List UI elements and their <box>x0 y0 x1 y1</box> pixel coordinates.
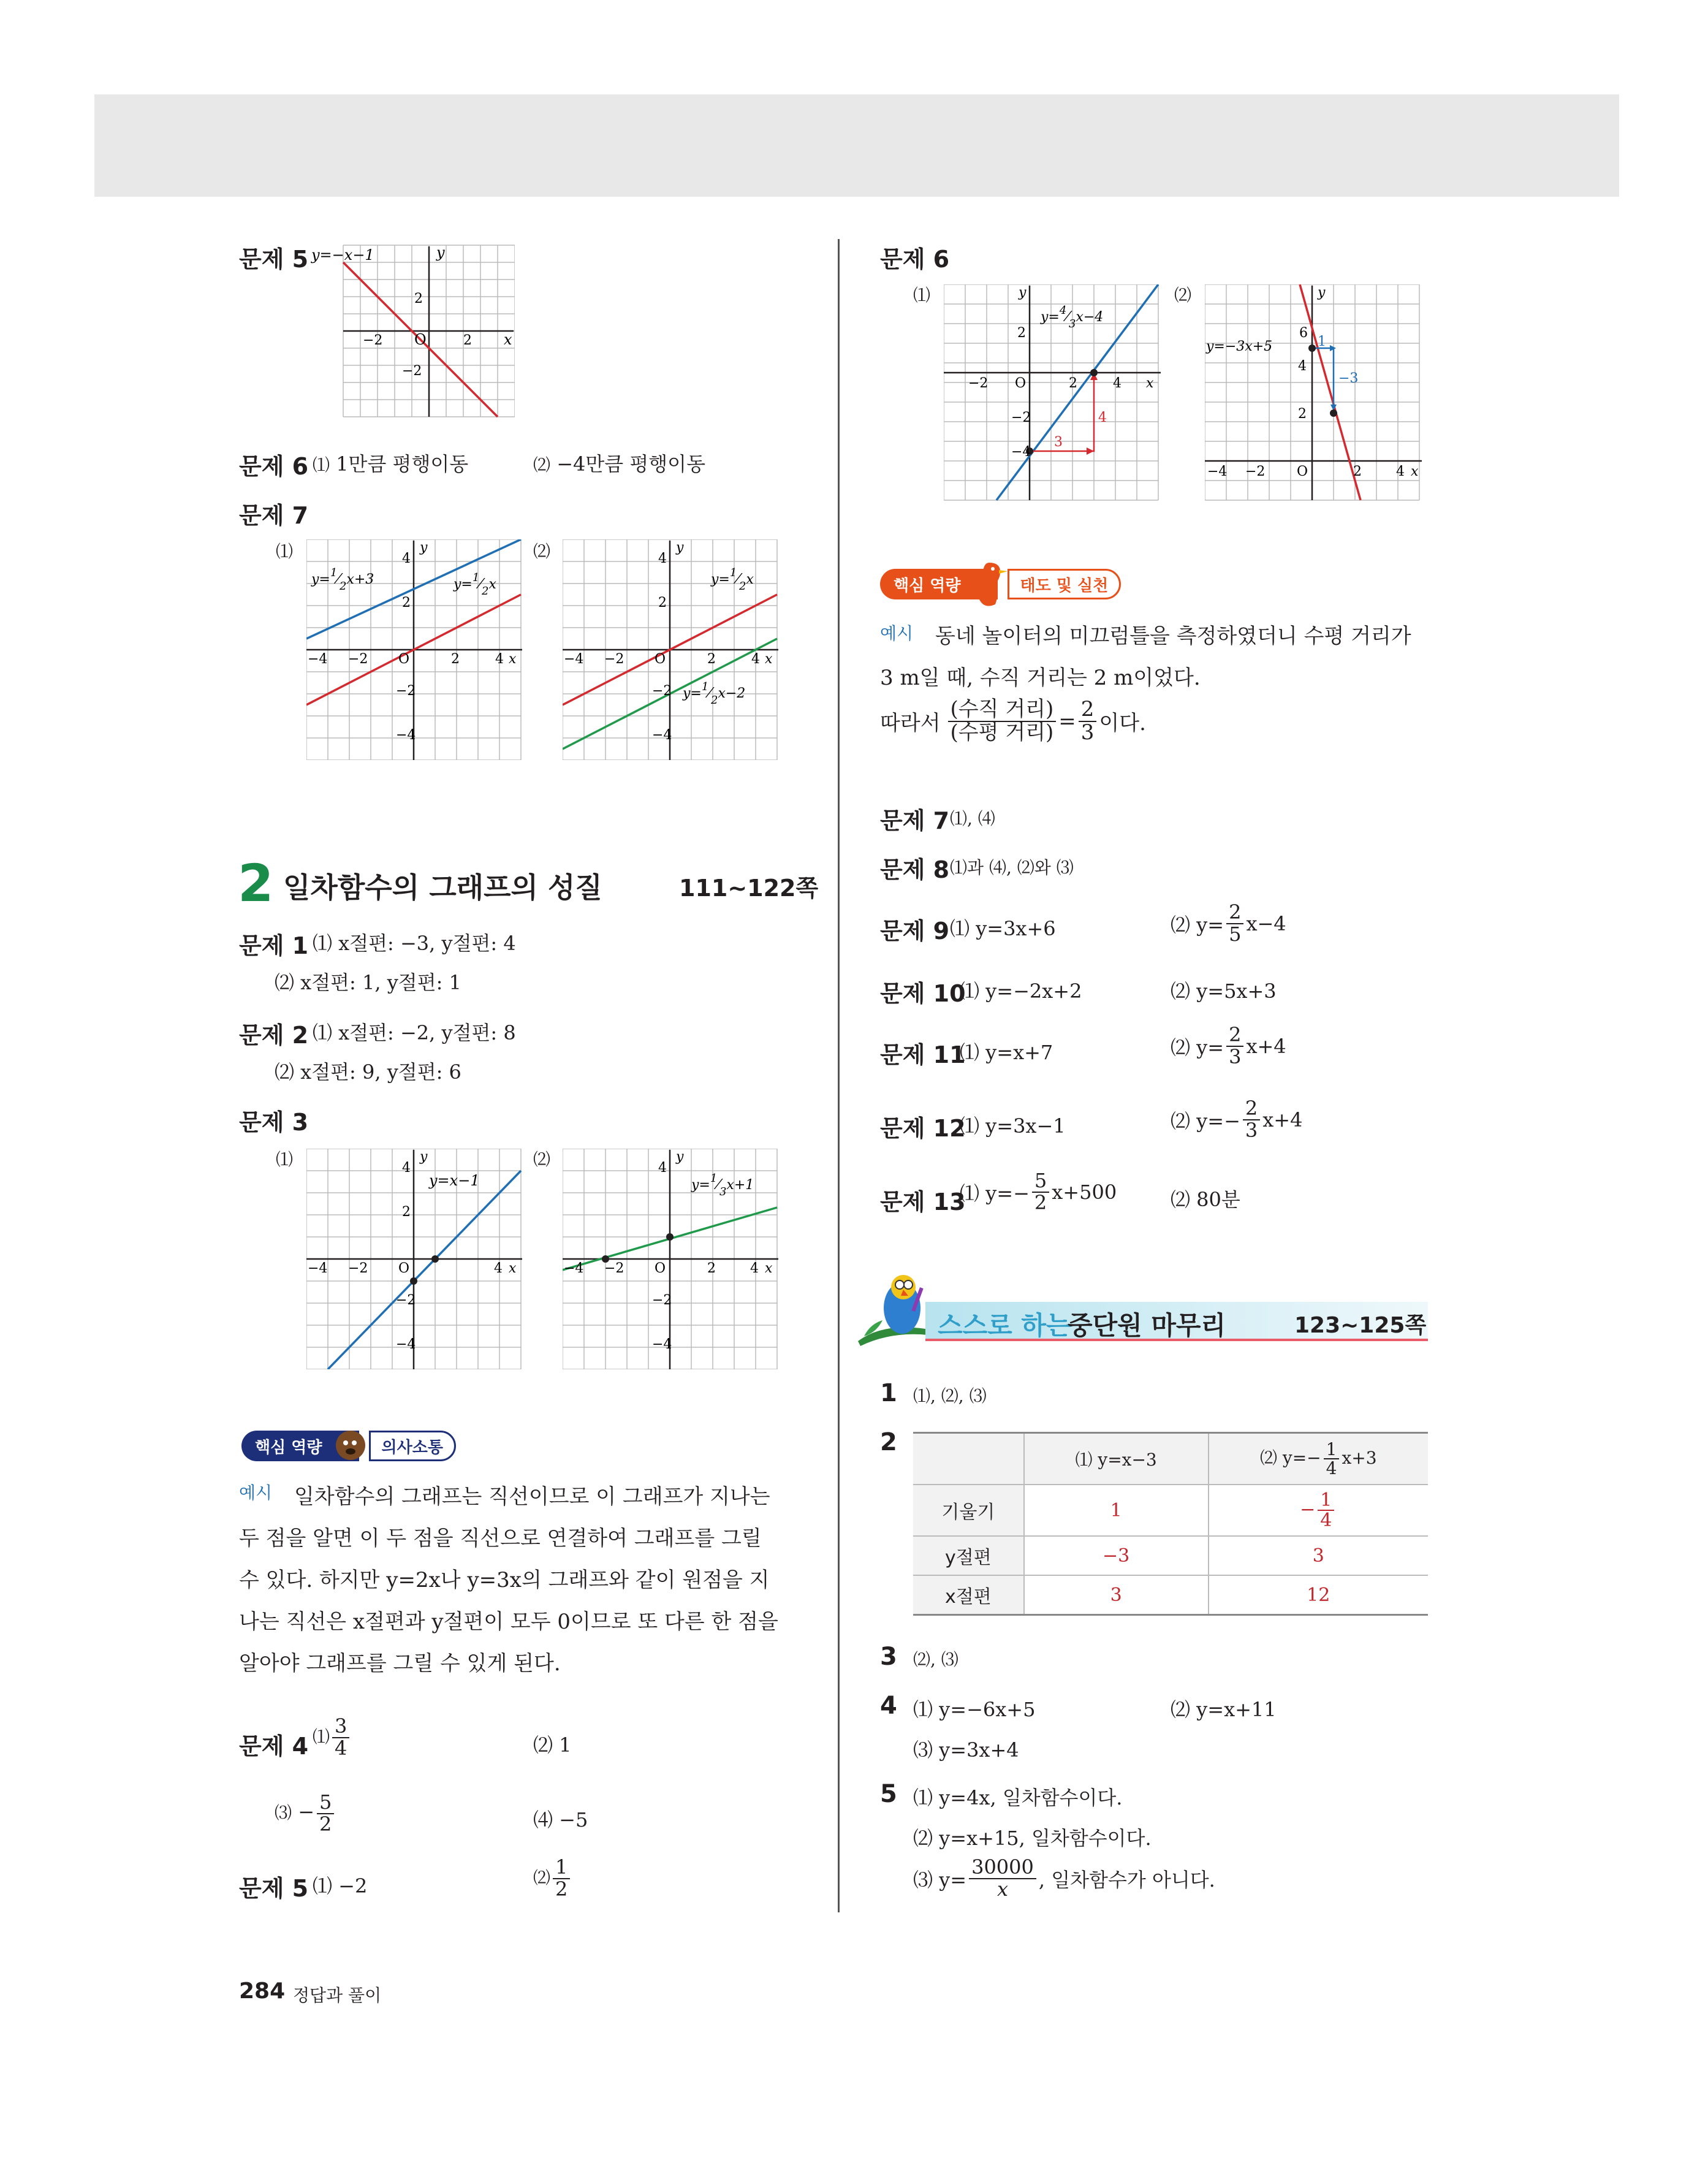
r-problem-6-graph-2 <box>1205 284 1425 502</box>
parrot-mascot-icon <box>852 1269 938 1348</box>
example-line-3: 수 있다. 하지만 y=2x나 y=3x의 그래프와 같이 원점을 지 <box>239 1568 770 1592</box>
r5-num: 5 <box>880 1780 897 1808</box>
r2-num: 2 <box>880 1428 897 1456</box>
r-g1-eq: $y=^4⁄_3x-4$ <box>1041 304 1104 330</box>
q4-label: 문제 4 <box>239 1733 309 1760</box>
r4-num: 4 <box>880 1692 897 1720</box>
svg-text:4: 4 <box>658 551 667 566</box>
svg-text:−4: −4 <box>396 728 416 743</box>
q5-ans-1: ⑴ −2 <box>313 1874 368 1898</box>
svg-text:y: y <box>676 540 684 555</box>
q1-label: 문제 1 <box>239 932 309 959</box>
svg-text:2: 2 <box>414 291 423 306</box>
q4-ans-2: ⑵ 1 <box>533 1733 572 1757</box>
svg-text:2: 2 <box>658 595 667 610</box>
svg-text:4: 4 <box>1098 410 1107 425</box>
svg-text:3: 3 <box>1054 435 1063 450</box>
dog-mascot-icon <box>332 1424 369 1467</box>
svg-text:O: O <box>655 652 666 667</box>
svg-text:x: x <box>509 1261 517 1276</box>
row-xint-1: 3 <box>1024 1575 1209 1615</box>
svg-text:2: 2 <box>451 652 460 667</box>
svg-text:y: y <box>1019 285 1027 300</box>
r-problem-6-graph-1 <box>944 284 1164 502</box>
svg-text:−2: −2 <box>968 376 989 391</box>
r-q9-label: 문제 9 <box>880 918 950 945</box>
row-slope-1: 1 <box>1024 1485 1209 1536</box>
svg-text:y: y <box>676 1149 684 1165</box>
r-g2-eq: y=−3x+5 <box>1206 339 1273 354</box>
r4-ans-2: ⑵ y=x+11 <box>1171 1698 1277 1721</box>
q3-graph-2 <box>563 1149 780 1369</box>
q3-g1-num: ⑴ <box>276 1149 294 1169</box>
q5-ans-2: ⑵ $\frac{1}{2}$ <box>533 1857 572 1899</box>
competency-badge-left: 핵심 역량 의사소통 <box>241 1431 456 1461</box>
r4-ans-1: ⑴ y=−6x+5 <box>913 1698 1036 1721</box>
bird-mascot-icon <box>971 557 1008 612</box>
r-q10-label: 문제 10 <box>880 980 966 1007</box>
row-yint-2: 3 <box>1209 1536 1428 1575</box>
q3-g1-eq: y=x−1 <box>429 1172 480 1189</box>
example-right-line-2: 3 m일 때, 수직 거리는 2 m이었다. <box>880 666 1201 690</box>
q2-ans-1: ⑴ x절편: −2, y절편: 8 <box>313 1021 516 1044</box>
svg-text:4: 4 <box>494 1261 503 1276</box>
example-line-1: 일차함수의 그래프는 직선이므로 이 그래프가 지나는 <box>294 1485 770 1509</box>
row-slope-label: 기울기 <box>913 1485 1024 1536</box>
r3-ans: ⑵, ⑶ <box>913 1649 958 1670</box>
svg-text:x: x <box>765 652 773 667</box>
r5-ans-1: ⑴ y=4x, 일차함수이다. <box>913 1786 1123 1809</box>
svg-text:O: O <box>398 1261 410 1276</box>
row-slope-2: − $\frac{1}{4}$ <box>1209 1485 1428 1536</box>
r3-num: 3 <box>880 1643 897 1671</box>
svg-text:x: x <box>509 652 517 667</box>
r-q13-ans-1: ⑴ y=− $\frac{5}{2}$ x+500 <box>960 1169 1117 1214</box>
svg-text:y: y <box>420 1149 428 1165</box>
table-header-1: ⑴ y=x−3 <box>1024 1433 1209 1485</box>
svg-text:−4: −4 <box>1207 464 1228 479</box>
q4-ans-1: ⑴ $\frac{3}{4}$ <box>313 1716 352 1759</box>
svg-text:O: O <box>1015 376 1027 391</box>
svg-text:4: 4 <box>1298 359 1307 374</box>
row-yint-1: −3 <box>1024 1536 1209 1575</box>
p6-ans-2: ⑵ −4만큼 평행이동 <box>533 452 706 476</box>
svg-text:x: x <box>1411 464 1419 479</box>
page-number: 284 <box>239 1979 286 2004</box>
section-title: 일차함수의 그래프의 성질 <box>283 871 602 904</box>
q2-ans-2: ⑵ x절편: 9, y절편: 6 <box>275 1060 461 1084</box>
row-xint-2: 12 <box>1209 1575 1428 1615</box>
problem-5-label: 문제 5 <box>239 246 309 273</box>
svg-text:−2: −2 <box>604 1261 624 1276</box>
slope-intercept-table <box>913 1432 1428 1616</box>
r4-ans-3: ⑶ y=3x+4 <box>913 1738 1019 1762</box>
r5-ans-2: ⑵ y=x+15, 일차함수이다. <box>913 1827 1152 1850</box>
svg-text:2: 2 <box>402 595 411 610</box>
r-q11-ans-1: ⑴ y=x+7 <box>960 1041 1053 1064</box>
svg-text:−2: −2 <box>363 333 383 348</box>
svg-text:−4: −4 <box>308 1261 328 1276</box>
svg-text:x: x <box>1146 376 1154 391</box>
svg-text:2: 2 <box>1069 376 1077 391</box>
example-line-2: 두 점을 알면 이 두 점을 직선으로 연결하여 그래프를 그릴 <box>239 1526 762 1551</box>
p6-ans-1: ⑴ 1만큼 평행이동 <box>313 452 469 476</box>
svg-text:4: 4 <box>658 1160 667 1176</box>
example-tag-left: 예시 <box>239 1483 273 1503</box>
svg-text:6: 6 <box>1299 325 1308 341</box>
r5-ans-3: ⑶ y= $\frac{30000}{x}$ , 일차함수가 아니다. <box>913 1855 1215 1901</box>
p5-eq: y=−x−1 <box>311 246 374 264</box>
problem-6-label: 문제 6 <box>239 453 309 480</box>
q3-g2-num: ⑵ <box>533 1149 551 1169</box>
svg-text:−4: −4 <box>564 652 584 667</box>
q3-label: 문제 3 <box>239 1109 309 1136</box>
page-title: 정답과 풀이 <box>293 1985 382 2006</box>
svg-text:4: 4 <box>402 1160 411 1176</box>
r-q12-ans-2: ⑵ y=− $\frac{2}{3}$ x+4 <box>1171 1097 1303 1142</box>
example-tag-right: 예시 <box>880 623 914 644</box>
problem-7-graph-2 <box>563 539 780 760</box>
p7-g1-red-eq: $y=^1⁄_2x$ <box>454 571 496 598</box>
r-q7-label: 문제 7 <box>880 807 950 834</box>
svg-text:1: 1 <box>1318 334 1326 349</box>
svg-text:y: y <box>436 244 445 261</box>
section-number: 2 <box>238 853 274 913</box>
svg-text:−4: −4 <box>396 1337 416 1352</box>
svg-text:2: 2 <box>1017 325 1026 341</box>
example-line-5: 알아야 그래프를 그릴 수 있게 된다. <box>239 1651 561 1676</box>
svg-text:−4: −4 <box>652 1337 672 1352</box>
r-problem-6-label: 문제 6 <box>880 246 950 273</box>
section-pages: 111~122쪽 <box>679 875 819 902</box>
svg-text:2: 2 <box>707 652 716 667</box>
r-q13-ans-2: ⑵ 80분 <box>1171 1188 1240 1211</box>
svg-text:2: 2 <box>463 333 472 348</box>
q4-ans-4: ⑷ −5 <box>533 1808 588 1831</box>
p7-g2-green-eq: $y=^1⁄_2x-2$ <box>683 680 746 707</box>
q1-ans-1: ⑴ x절편: −3, y절편: 4 <box>313 932 516 955</box>
q2-label: 문제 2 <box>239 1022 309 1049</box>
q5-label: 문제 5 <box>239 1875 309 1902</box>
svg-text:−4: −4 <box>1011 444 1031 460</box>
p7-g1-num: ⑴ <box>276 541 294 561</box>
svg-text:O: O <box>1297 464 1308 479</box>
r-g1-num: ⑴ <box>913 285 931 305</box>
q4-ans-3: ⑶ − $\frac{5}{2}$ <box>275 1792 336 1835</box>
q1-ans-2: ⑵ x절편: 1, y절편: 1 <box>275 971 461 994</box>
svg-text:−2: −2 <box>396 1293 416 1308</box>
svg-text:y: y <box>1318 285 1326 300</box>
svg-text:y: y <box>420 540 428 555</box>
svg-text:4: 4 <box>1113 376 1122 391</box>
svg-text:4: 4 <box>1396 464 1405 479</box>
svg-text:O: O <box>414 331 427 348</box>
svg-text:−2: −2 <box>652 683 672 699</box>
row-xint-label: x절편 <box>913 1575 1024 1615</box>
svg-text:−3: −3 <box>1338 371 1359 386</box>
svg-text:−4: −4 <box>564 1261 584 1276</box>
problem-5-graph <box>306 239 515 423</box>
svg-text:O: O <box>398 652 410 667</box>
r-q10-ans-1: ⑴ y=−2x+2 <box>960 979 1082 1003</box>
q3-g2-eq: $y=^1⁄_3x+1$ <box>691 1172 754 1198</box>
review-title: 중단원 마무리 <box>1068 1310 1226 1340</box>
svg-text:−2: −2 <box>604 652 624 667</box>
example-right-line-1: 동네 놀이터의 미끄럼틀을 측정하였더니 수평 거리가 <box>935 624 1411 648</box>
svg-text:−2: −2 <box>402 363 422 379</box>
example-right-line-3: 따라서 $\frac{\text{(수직 거리)}}{\text{(수평 거리)}}$ = $\frac{2}{3}$ 이다. <box>880 697 1146 745</box>
review-header <box>852 1269 1428 1348</box>
svg-text:2: 2 <box>402 1204 411 1220</box>
svg-text:4: 4 <box>751 652 760 667</box>
p7-g1-blue-eq: $y=^1⁄_2x+3$ <box>311 566 374 593</box>
problem-7-label: 문제 7 <box>239 502 309 529</box>
r-q7-ans: ⑴, ⑷ <box>950 808 995 829</box>
svg-text:x: x <box>765 1261 773 1276</box>
r-q11-label: 문제 11 <box>880 1041 966 1068</box>
svg-text:−2: −2 <box>1011 410 1031 425</box>
p7-g2-red-eq: $y=^1⁄_2x$ <box>711 566 754 593</box>
svg-text:−4: −4 <box>308 652 328 667</box>
example-line-4: 나는 직선은 x절편과 y절편이 모두 0이므로 또 다른 한 점을 <box>239 1610 778 1634</box>
svg-text:−4: −4 <box>652 728 672 743</box>
review-pages: 123~125쪽 <box>1294 1313 1427 1338</box>
svg-text:4: 4 <box>495 652 504 667</box>
svg-text:2: 2 <box>1298 406 1307 422</box>
r-q9-ans-2: ⑵ y= $\frac{2}{5}$ x−4 <box>1171 900 1286 946</box>
q3-graph-1 <box>306 1149 524 1369</box>
row-yint-label: y절편 <box>913 1536 1024 1575</box>
table-header-2: ⑵ y=− $\frac{1}{4}$ x+3 <box>1209 1433 1428 1485</box>
svg-text:O: O <box>655 1261 666 1276</box>
r-q9-ans-1: ⑴ y=3x+6 <box>950 917 1056 940</box>
svg-text:−2: −2 <box>348 652 368 667</box>
r-q11-ans-2: ⑵ y= $\frac{2}{3}$ x+4 <box>1171 1023 1286 1068</box>
r-q12-label: 문제 12 <box>880 1115 966 1142</box>
r-q8-ans: ⑴과 ⑷, ⑵와 ⑶ <box>950 858 1074 878</box>
r-q8-label: 문제 8 <box>880 856 950 883</box>
svg-text:−2: −2 <box>1245 464 1266 479</box>
svg-text:−2: −2 <box>348 1261 368 1276</box>
review-pre: 스스로 하는 <box>938 1310 1071 1340</box>
svg-text:2: 2 <box>1353 464 1362 479</box>
example-paragraph-left <box>239 1476 797 1684</box>
svg-text:−2: −2 <box>652 1293 672 1308</box>
column-divider <box>838 239 840 1912</box>
r-q13-label: 문제 13 <box>880 1188 966 1215</box>
r1-ans: ⑴, ⑵, ⑶ <box>913 1386 987 1406</box>
r-q12-ans-1: ⑴ y=3x−1 <box>960 1114 1066 1138</box>
r-q10-ans-2: ⑵ y=5x+3 <box>1171 979 1277 1003</box>
p7-g2-num: ⑵ <box>533 541 551 561</box>
r1-num: 1 <box>880 1379 897 1407</box>
svg-text:−2: −2 <box>396 683 416 699</box>
top-band <box>94 94 1619 197</box>
svg-text:4: 4 <box>402 551 411 566</box>
svg-text:2: 2 <box>707 1261 716 1276</box>
svg-text:4: 4 <box>750 1261 759 1276</box>
problem-7-graph-1 <box>306 539 524 760</box>
r-g2-num: ⑵ <box>1174 285 1192 305</box>
svg-text:x: x <box>504 331 512 348</box>
competency-badge-right: 핵심 역량 태도 및 실천 <box>880 569 1121 599</box>
